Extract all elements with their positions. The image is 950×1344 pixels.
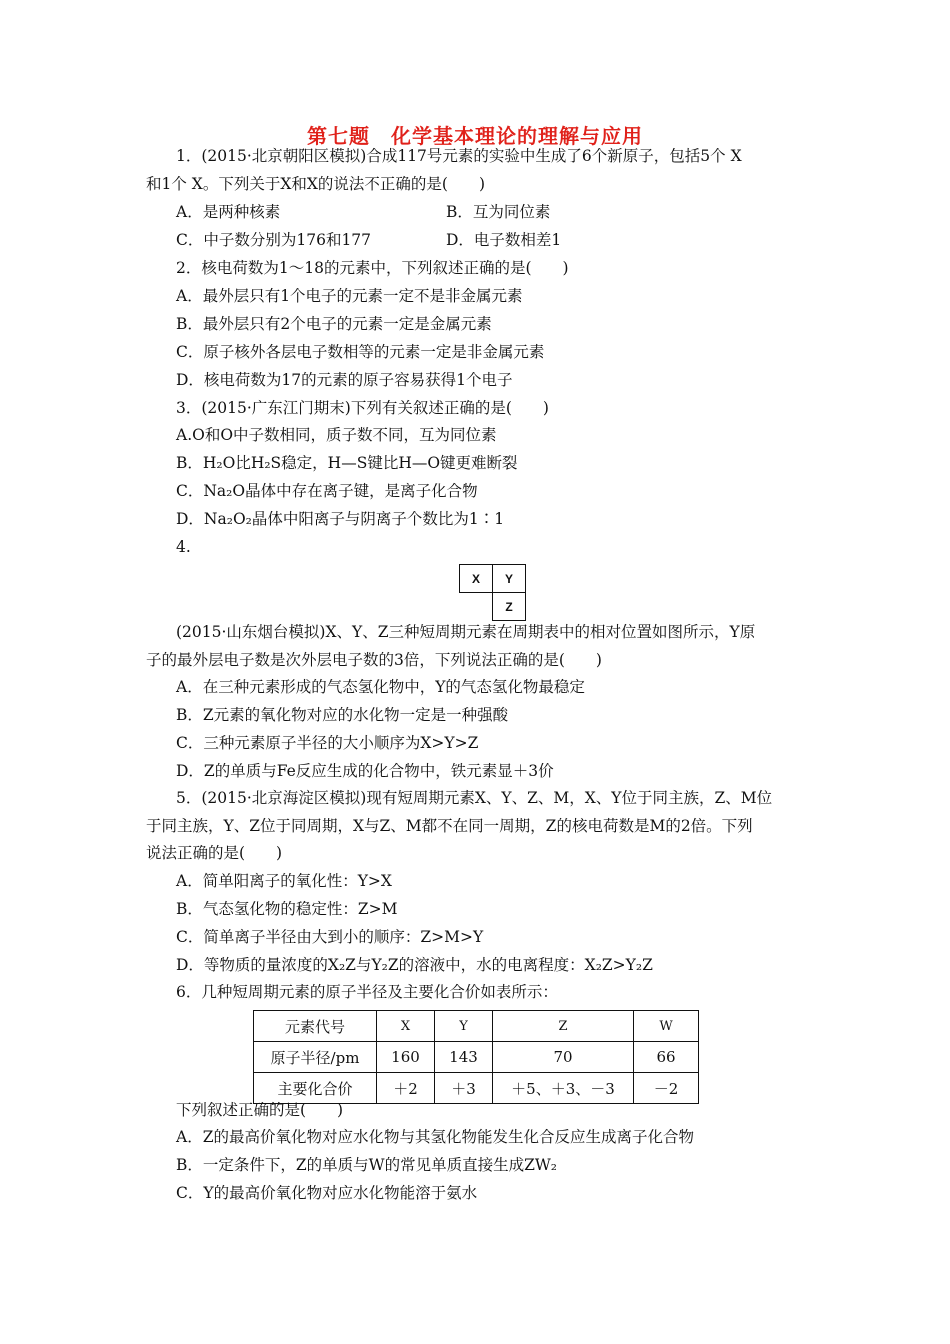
q3-stem: 3．(2015·广东江门期末)下列有关叙述正确的是( ) [176, 399, 549, 417]
table-cell: －2 [634, 1073, 699, 1104]
q3-option-a: A.O和O中子数相同，质子数不同，互为同位素 [176, 426, 497, 444]
page-title: 第七题 化学基本理论的理解与应用 [307, 124, 643, 148]
table-header-cell: Y [435, 1011, 493, 1042]
table-cell: ＋2 [377, 1073, 435, 1104]
table-header-cell: X [377, 1011, 435, 1042]
q6-stem: 6．几种短周期元素的原子半径及主要化合价如表所示： [176, 983, 558, 1001]
q5-option-c: C．简单离子半径由大到小的顺序：Z>M>Y [176, 928, 484, 946]
q4-option-d: D．Z的单质与Fe反应生成的化合物中，铁元素显＋3价 [176, 762, 554, 780]
table-cell: ＋3 [435, 1073, 493, 1104]
q3-option-b: B．H₂O比H₂S稳定，H—S键比H—O键更难断裂 [176, 454, 518, 472]
cell-y: Y [493, 565, 526, 593]
q2-stem: 2．核电荷数为1～18的元素中，下列叙述正确的是( ) [176, 259, 569, 277]
q1-option-d: D．电子数相差1 [446, 231, 562, 249]
q1-option-c: C．中子数分别为176和177 [176, 231, 372, 249]
q5-option-b: B．气态氢化物的稳定性：Z>M [176, 900, 398, 918]
q3-option-d: D．Na₂O₂晶体中阳离子与阴离子个数比为1∶1 [176, 510, 505, 528]
q4-option-b: B．Z元素的氧化物对应的水化物一定是一种强酸 [176, 706, 509, 724]
element-data-table [253, 1010, 699, 1104]
q4-option-a: A．在三种元素形成的气态氢化物中，Y的气态氢化物最稳定 [176, 678, 585, 696]
table-header-cell: Z [493, 1011, 634, 1042]
q1-option-b: B．互为同位素 [446, 203, 551, 221]
table-cell: 70 [493, 1042, 634, 1073]
periodic-position-figure [459, 564, 526, 621]
cell-z: Z [493, 593, 526, 621]
q5-stem-line1: 5．(2015·北京海淀区模拟)现有短周期元素X、Y、Z、M，X、Y位于同主族，Z、M位 [176, 789, 773, 807]
q1-stem-line2: 和1个 X。下列关于X和X的说法不正确的是( ) [146, 175, 485, 193]
cell-empty [460, 593, 493, 621]
q3-option-c: C．Na₂O晶体中存在离子键，是离子化合物 [176, 482, 478, 500]
q4-number: 4. [176, 538, 191, 556]
cell-x: X [460, 565, 493, 593]
table-cell: ＋5、＋3、－3 [493, 1073, 634, 1104]
q4-stem-line2: 子的最外层电子数是次外层电子数的3倍，下列说法正确的是( ) [146, 651, 602, 669]
q2-option-d: D．核电荷数为17的元素的原子容易获得1个电子 [176, 371, 513, 389]
table-cell: 原子半径/pm [254, 1042, 377, 1073]
table-header-cell: 元素代号 [254, 1011, 377, 1042]
q2-option-c: C．原子核外各层电子数相等的元素一定是非金属元素 [176, 343, 545, 361]
table-row [254, 1011, 699, 1042]
q1-option-a: A．是两种核素 [176, 203, 281, 221]
q5-option-d: D．等物质的量浓度的X₂Z与Y₂Z的溶液中，水的电离程度：X₂Z>Y₂Z [176, 956, 653, 974]
q2-option-b: B．最外层只有2个电子的元素一定是金属元素 [176, 315, 492, 333]
q6-option-a: A．Z的最高价氧化物对应水化物与其氢化物能发生化合反应生成离子化合物 [176, 1128, 694, 1146]
q6-option-c: C．Y的最高价氧化物对应水化物能溶于氨水 [176, 1184, 478, 1202]
q4-stem-line1: (2015·山东烟台模拟)X、Y、Z三种短周期元素在周期表中的相对位置如图所示，Y原 [176, 623, 756, 641]
q5-stem-line2: 于同主族，Y、Z位于同周期，X与Z、M都不在同一周期，Z的核电荷数是M的2倍。下列 [146, 817, 753, 835]
q1-stem-line1: 1．(2015·北京朝阳区模拟)合成117号元素的实验中生成了6个新原子，包括5个 X [176, 147, 742, 165]
q6-after-text: 下列叙述正确的是( ) [176, 1101, 344, 1119]
q6-option-b: B．一定条件下，Z的单质与W的常见单质直接生成ZW₂ [176, 1156, 558, 1174]
table-cell: 160 [377, 1042, 435, 1073]
q5-stem-line3: 说法正确的是( ) [146, 844, 283, 862]
q5-option-a: A．简单阳离子的氧化性：Y>X [176, 872, 392, 890]
q2-option-a: A．最外层只有1个电子的元素一定不是非金属元素 [176, 287, 523, 305]
q4-option-c: C．三种元素原子半径的大小顺序为X>Y>Z [176, 734, 479, 752]
table-row [254, 1073, 699, 1104]
table-cell: 主要化合价 [254, 1073, 377, 1104]
table-cell: 66 [634, 1042, 699, 1073]
table-cell: 143 [435, 1042, 493, 1073]
table-row [254, 1042, 699, 1073]
table-header-cell: W [634, 1011, 699, 1042]
